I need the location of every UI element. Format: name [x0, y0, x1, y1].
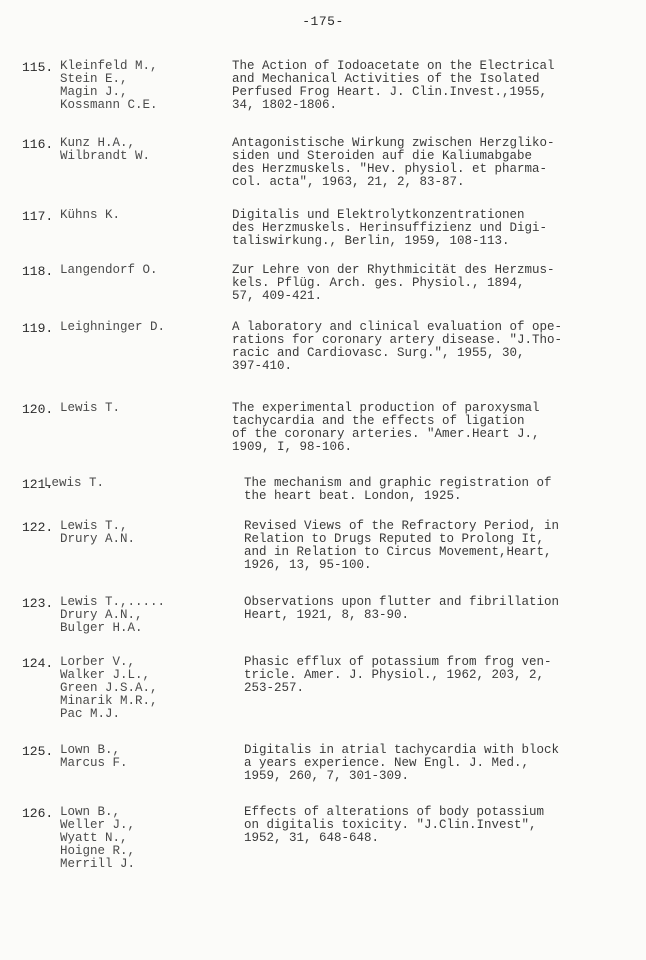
author: Walker J.L.,	[60, 668, 151, 682]
citation-line: rations for coronary artery disease. "J.Tho-	[232, 333, 563, 347]
entry-citation	[232, 209, 632, 248]
citation-line: 1926, 13, 95-100.	[244, 558, 372, 572]
entry-number: 126.	[22, 806, 54, 821]
author: Lewis T.	[44, 476, 105, 490]
author: Wilbrandt W.	[60, 149, 151, 163]
author: Lown B.,	[60, 805, 121, 819]
entry-citation	[244, 806, 644, 845]
citation-line: The experimental production of paroxysmal	[232, 401, 540, 415]
entry-citation	[244, 520, 644, 572]
citation-line: col. acta", 1963, 21, 2, 83-87.	[232, 175, 465, 189]
citation-line: 57, 409-421.	[232, 289, 323, 303]
entry-citation	[232, 137, 632, 189]
citation-line: Perfused Frog Heart. J. Clin.Invest.,1955,	[232, 85, 548, 99]
citation-line: siden und Steroiden auf die Kaliumabgabe	[232, 149, 533, 163]
author: Magin J.,	[60, 85, 128, 99]
citation-line: and Mechanical Activities of the Isolated	[232, 72, 540, 86]
citation-line: a years experience. New Engl. J. Med.,	[244, 756, 530, 770]
author: Lewis T.,.....	[60, 595, 166, 609]
author: Drury A.N.,	[60, 608, 143, 622]
citation-line: taliswirkung., Berlin, 1959, 108-113.	[232, 234, 510, 248]
entry-citation	[232, 321, 632, 373]
author: Leighninger D.	[60, 320, 166, 334]
citation-line: 1909, I, 98-106.	[232, 440, 353, 454]
citation-line: 1959, 260, 7, 301-309.	[244, 769, 410, 783]
citation-line: Zur Lehre von der Rhythmicität des Herzmus-	[232, 263, 555, 277]
citation-line: 1952, 31, 648-648.	[244, 831, 380, 845]
entry-authors	[60, 806, 230, 871]
citation-line: the heart beat. London, 1925.	[244, 489, 462, 503]
entry-authors	[60, 321, 230, 334]
entry-authors	[60, 137, 230, 163]
author: Lorber V.,	[60, 655, 136, 669]
citation-line: 253-257.	[244, 681, 305, 695]
entry-citation	[244, 596, 644, 622]
citation-line: 34, 1802-1806.	[232, 98, 338, 112]
citation-line: racic and Cardiovasc. Surg.", 1955, 30,	[232, 346, 525, 360]
citation-line: on digitalis toxicity. "J.Clin.Invest",	[244, 818, 537, 832]
entry-number: 121.	[22, 477, 54, 492]
citation-line: Digitalis in atrial tachycardia with block	[244, 743, 560, 757]
entry-authors	[60, 744, 230, 770]
author: Hoigne R.,	[60, 844, 136, 858]
author: Marcus F.	[60, 756, 128, 770]
author: Lown B.,	[60, 743, 121, 757]
citation-line: The mechanism and graphic registration of	[244, 476, 552, 490]
citation-line: Effects of alterations of body potassium	[244, 805, 545, 819]
author: Stein E.,	[60, 72, 128, 86]
author: Weller J.,	[60, 818, 136, 832]
author: Merrill J.	[60, 857, 136, 871]
citation-line: The Action of Iodoacetate on the Electrical	[232, 59, 555, 73]
entry-number: 120.	[22, 402, 54, 417]
citation-line: Antagonistische Wirkung zwischen Herzgliko-	[232, 136, 555, 150]
entry-number: 122.	[22, 520, 54, 535]
citation-line: Phasic efflux of potassium from frog ven-	[244, 655, 552, 669]
citation-line: tricle. Amer. J. Physiol., 1962, 203, 2,	[244, 668, 545, 682]
entry-authors	[60, 209, 230, 222]
author: Kossmann C.E.	[60, 98, 158, 112]
author: Pac M.J.	[60, 707, 121, 721]
entry-number: 119.	[22, 321, 54, 336]
author: Green J.S.A.,	[60, 681, 158, 695]
author: Lewis T.	[60, 401, 121, 415]
citation-line: and in Relation to Circus Movement,Heart,	[244, 545, 552, 559]
entry-number: 116.	[22, 137, 54, 152]
citation-line: Digitalis und Elektrolytkonzentrationen	[232, 208, 525, 222]
entry-number: 117.	[22, 209, 54, 224]
entry-citation	[244, 744, 644, 783]
entry-authors	[60, 596, 230, 635]
citation-line: 397-410.	[232, 359, 293, 373]
entry-authors	[60, 656, 230, 721]
author: Kunz H.A.,	[60, 136, 136, 150]
entry-authors	[60, 520, 230, 546]
author: Wyatt N.,	[60, 831, 128, 845]
entry-number: 115.	[22, 60, 54, 75]
entry-authors	[60, 60, 230, 112]
author: Minarik M.R.,	[60, 694, 158, 708]
author: Bulger H.A.	[60, 621, 143, 635]
citation-line: kels. Pflüg. Arch. ges. Physiol., 1894,	[232, 276, 525, 290]
citation-line: of the coronary arteries. "Amer.Heart J.,	[232, 427, 540, 441]
citation-line: des Herzmuskels. Herinsuffizienz und Digi-	[232, 221, 548, 235]
entry-citation	[232, 402, 632, 454]
entry-authors	[60, 402, 230, 415]
entry-number: 118.	[22, 264, 54, 279]
entry-authors	[60, 264, 230, 277]
entry-number: 124.	[22, 656, 54, 671]
author: Kühns K.	[60, 208, 121, 222]
entry-citation	[244, 656, 644, 695]
entry-authors	[44, 477, 214, 490]
author: Langendorf O.	[60, 263, 158, 277]
citation-line: Heart, 1921, 8, 83-90.	[244, 608, 410, 622]
citation-line: Revised Views of the Refractory Period, in	[244, 519, 560, 533]
author: Lewis T.,	[60, 519, 128, 533]
citation-line: A laboratory and clinical evaluation of ope-	[232, 320, 563, 334]
entry-citation	[232, 60, 632, 112]
page-number: -175-	[302, 14, 344, 29]
entry-number: 123.	[22, 596, 54, 611]
author: Kleinfeld M.,	[60, 59, 158, 73]
citation-line: Relation to Drugs Reputed to Prolong It,	[244, 532, 545, 546]
entry-citation	[232, 264, 632, 303]
entry-number: 125.	[22, 744, 54, 759]
author: Drury A.N.	[60, 532, 136, 546]
citation-line: tachycardia and the effects of ligation	[232, 414, 525, 428]
entry-citation	[244, 477, 644, 503]
citation-line: des Herzmuskels. "Hev. physiol. et pharma-	[232, 162, 548, 176]
citation-line: Observations upon flutter and fibrillation	[244, 595, 560, 609]
